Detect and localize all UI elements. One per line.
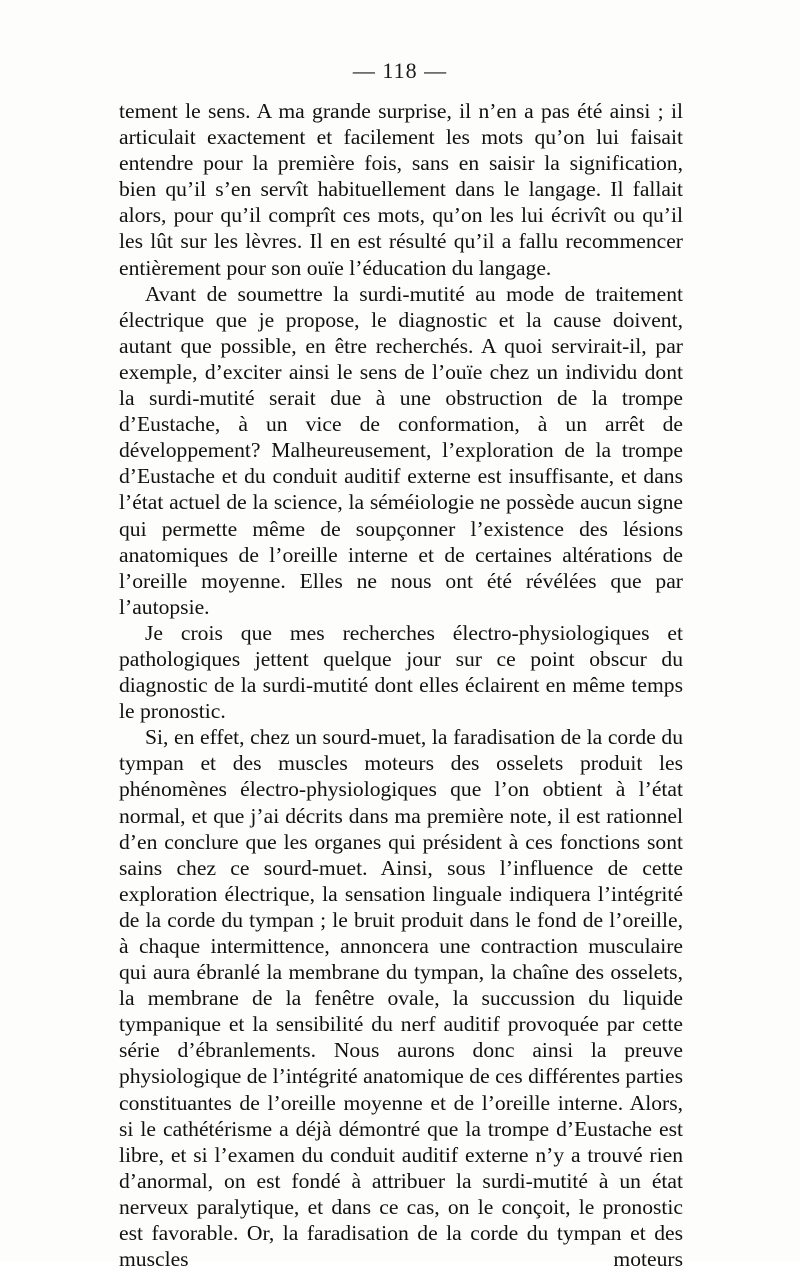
paragraph: Avant de soumettre la surdi-mutité au mode de traitement électrique que je propose, le diagnostic et la cause doivent, autant que possible, en être recherchés. A quoi servirait-il, par exemple, d’exciter ainsi le sens de l’ouïe chez un individu dont la surdi-mutité serait due à une obstruction de la trompe d’Eustache, à un vice de conformation, à un arrêt de développement? Malheureusement, l’exploration de la trompe d’Eustache et du conduit auditif externe est insuffisante, et dans l’état actuel de la science, la séméiologie ne possède aucun signe qui permette même de soupçonner l’existence des lésions anatomiques de l’oreille interne et de certaines altérations de l’oreille moyenne. Elles ne nous ont été révélées que par l’autopsie.	[119, 281, 683, 619]
paragraph: tement le sens. A ma grande surprise, il n’en a pas été ainsi ; il articulait exactement et facilement les mots qu’on lui faisait entendre pour la première fois, sans en saisir la signification, bien qu’il s’en servît habituellement dans le langage. Il fallait alors, pour qu’il comprît ces mots, qu’on les lui écrivît ou qu’il les lût sur les lèvres. Il en est résulté qu’il a fallu recommencer entièrement pour son ouïe l’éducation du langage.	[119, 99, 683, 280]
paragraph: Je crois que mes recherches électro-physiologiques et pathologiques jettent quelque jour sur ce point obscur du diagnostic de la surdi-mutité dont elles éclairent en même temps le pronostic.	[119, 620, 683, 724]
body-text	[119, 98, 683, 1272]
page-number: — 118 —	[352, 58, 448, 83]
paragraph: Si, en effet, chez un sourd-muet, la faradisation de la corde du tympan et des muscles moteurs des osselets produit les phénomènes électro-physiologiques que l’on obtient à l’état normal, et que j’ai décrits dans ma première note, il est rationnel d’en conclure que les organes qui président à ces fonctions sont sains chez ce sourd-muet. Ainsi, sous l’influence de cette exploration électrique, la sensation linguale indiquera l’intégrité de la corde du tympan ; le bruit produit dans le fond de l’oreille, à chaque intermittence, annoncera une contraction musculaire qui aura ébranlé la membrane du tympan, la chaîne des osselets, la membrane de la fenêtre ovale, la succussion du liquide tympanique et la sensibilité du nerf auditif provoquée par cette série d’ébranlements. Nous aurons donc ainsi la preuve physiologique de l’intégrité anatomique de ces différentes parties constituantes de l’oreille moyenne et de l’oreille interne. Alors, si le cathétérisme a déjà démontré que la trompe d’Eustache est libre, et si l’examen du conduit auditif externe n’y a trouvé rien d’anormal, on est fondé à attribuer la surdi-mutité à un état nerveux paralytique, et dans ce cas, on le conçoit, le pronostic est favorable. Or, la faradisation de la corde du tympan et des muscles moteurs	[119, 725, 683, 1272]
